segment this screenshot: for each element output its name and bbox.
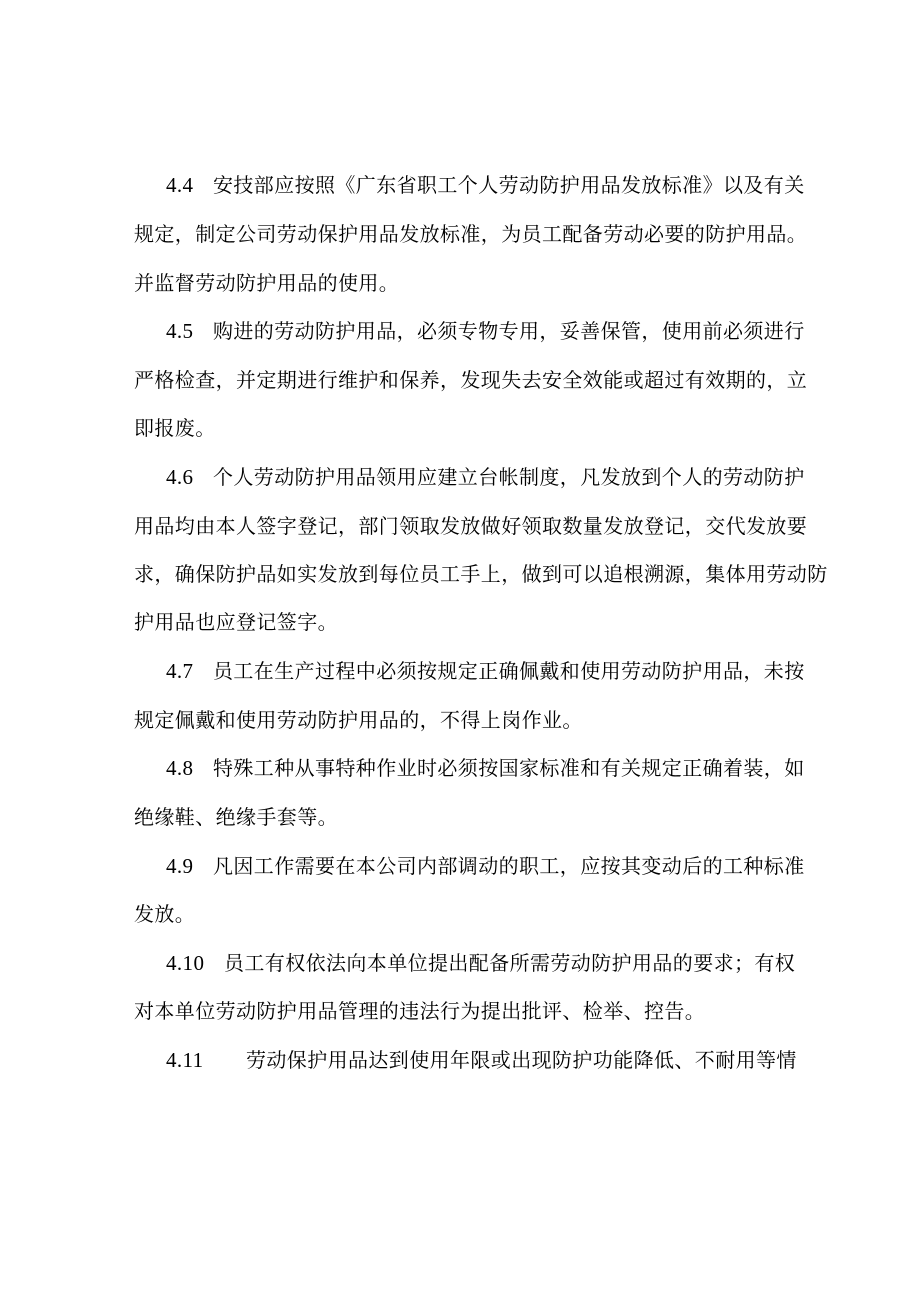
paragraph-4-5-line-2 [134, 365, 807, 395]
paragraph-text: 即报废。 [134, 416, 216, 440]
paragraph-4-7-line-1 [166, 656, 805, 686]
paragraph-4-10-line-1 [166, 948, 795, 978]
clause-number: 4.11 [166, 1048, 204, 1072]
clause-number: 4.4 [166, 173, 194, 197]
paragraph-4-4-line-2 [134, 219, 807, 249]
paragraph-4-8-line-2 [134, 802, 338, 832]
paragraph-4-10-line-2 [134, 996, 705, 1026]
paragraph-4-6-line-2 [134, 511, 807, 541]
paragraph-text: 绝缘鞋、绝缘手套等。 [134, 805, 338, 829]
paragraph-text: 并监督劳动防护用品的使用。 [134, 271, 400, 295]
clause-number: 4.5 [166, 319, 194, 343]
clause-number: 4.9 [166, 854, 194, 878]
paragraph-text: 劳动保护用品达到使用年限或出现防护功能降低、不耐用等情 [246, 1048, 797, 1072]
clause-number: 4.6 [166, 465, 194, 489]
paragraph-text: 员工有权依法向本单位提出配备所需劳动防护用品的要求；有权 [224, 951, 796, 975]
paragraph-4-9-line-2 [134, 899, 195, 929]
clause-number: 4.10 [166, 951, 205, 975]
paragraph-4-11-line-1 [166, 1045, 797, 1075]
paragraph-4-8-line-1 [166, 753, 805, 783]
paragraph-4-6-line-4 [134, 607, 338, 637]
paragraph-text: 严格检查，并定期进行维护和保养，发现失去安全效能或超过有效期的，立 [134, 368, 808, 392]
clause-number: 4.7 [166, 659, 194, 683]
paragraph-4-7-line-2 [134, 705, 583, 735]
paragraph-text: 对本单位劳动防护用品管理的违法行为提出批评、检举、控告。 [134, 999, 706, 1023]
paragraph-text: 规定，制定公司劳动保护用品发放标准，为员工配备劳动必要的防护用品。 [134, 222, 808, 246]
paragraph-text: 购进的劳动防护用品，必须专物专用，妥善保管，使用前必须进行 [213, 319, 805, 343]
paragraph-4-5-line-1 [166, 316, 805, 346]
paragraph-text: 安技部应按照《广东省职工个人劳动防护用品发放标准》以及有关 [213, 173, 805, 197]
paragraph-4-9-line-1 [166, 851, 805, 881]
paragraph-text: 凡因工作需要在本公司内部调动的职工，应按其变动后的工种标准 [213, 854, 805, 878]
paragraph-text: 求，确保防护品如实发放到每位员工手上，做到可以追根溯源，集体用劳动防 [134, 562, 828, 586]
paragraph-4-4-line-1 [166, 170, 805, 200]
paragraph-text: 用品均由本人签字登记，部门领取发放做好领取数量发放登记，交代发放要 [134, 514, 808, 538]
paragraph-4-6-line-1 [166, 462, 805, 492]
paragraph-text: 员工在生产过程中必须按规定正确佩戴和使用劳动防护用品，未按 [213, 659, 805, 683]
paragraph-4-6-line-3 [134, 559, 828, 589]
paragraph-4-5-line-3 [134, 413, 216, 443]
paragraph-text: 规定佩戴和使用劳动防护用品的，不得上岗作业。 [134, 708, 583, 732]
clause-number: 4.8 [166, 756, 194, 780]
paragraph-text: 个人劳动防护用品领用应建立台帐制度，凡发放到个人的劳动防护 [213, 465, 805, 489]
paragraph-text: 特殊工种从事特种作业时必须按国家标准和有关规定正确着装，如 [213, 756, 805, 780]
paragraph-text: 护用品也应登记签字。 [134, 610, 338, 634]
paragraph-text: 发放。 [134, 902, 196, 926]
paragraph-4-4-line-3 [134, 268, 399, 298]
